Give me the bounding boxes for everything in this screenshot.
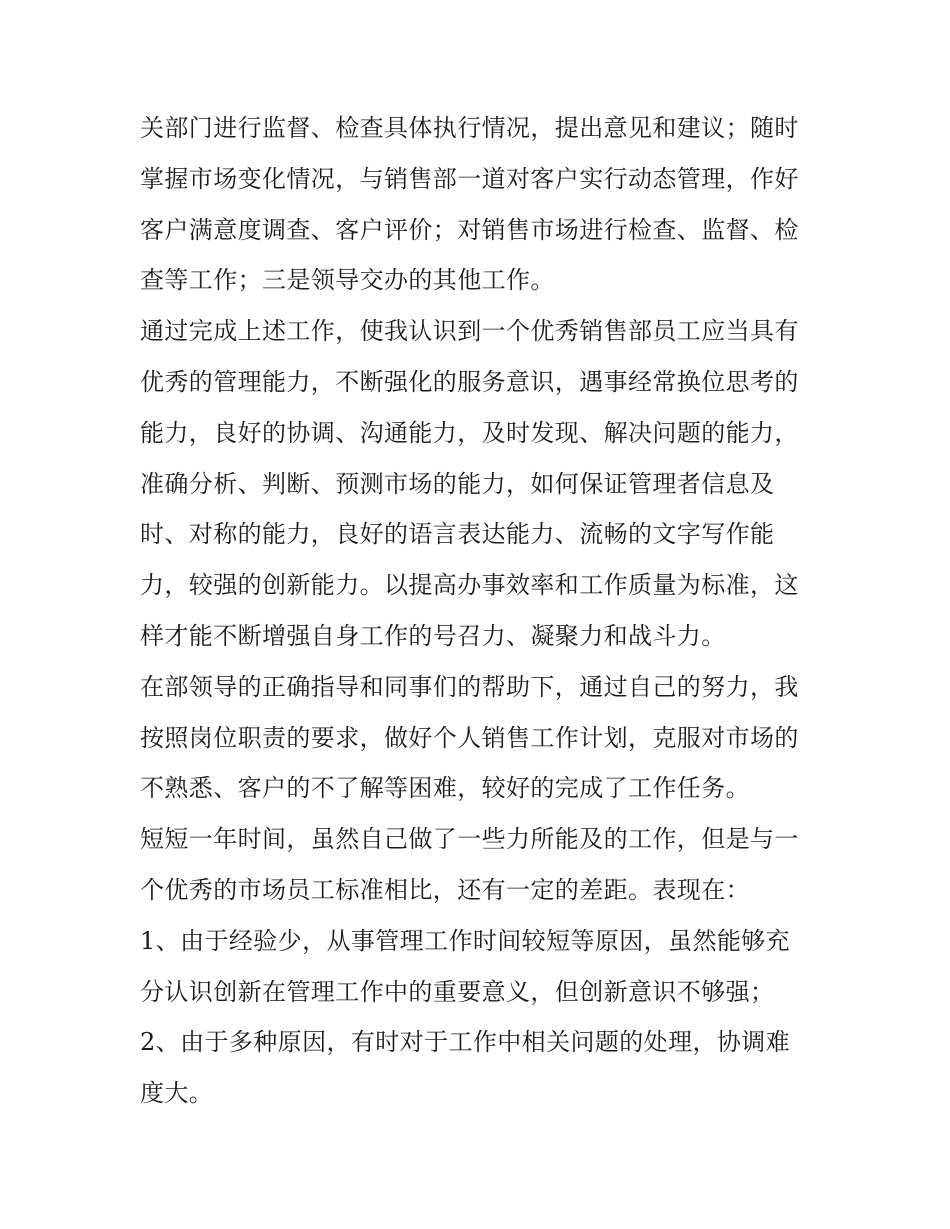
paragraph-shortcomings-intro	[140, 814, 820, 916]
text-line: 客户满意度调查、客户评价；对销售市场进行检查、监督、检	[140, 215, 799, 244]
paragraph-duties	[140, 103, 820, 306]
text-line: 1、由于经验少，从事管理工作时间较短等原因，虽然能够充	[140, 926, 791, 955]
text-line: 查等工作；三是领导交办的其他工作。	[140, 266, 555, 295]
text-line: 不熟悉、客户的不了解等困难，较好的完成了工作任务。	[140, 774, 750, 803]
text-line: 度大。	[140, 1079, 214, 1108]
text-line: 样才能不断增强自身工作的号召力、凝聚力和战斗力。	[140, 621, 726, 650]
text-line: 关部门进行监督、检查具体执行情况，提出意见和建议；随时	[140, 114, 799, 142]
text-line: 准确分析、判断、预测市场的能力，如何保证管理者信息及	[140, 469, 775, 498]
text-line: 优秀的管理能力，不断强化的服务意识，遇事经常换位思考的	[140, 367, 799, 396]
list-item-shortcoming-2	[140, 1017, 820, 1119]
document-body	[140, 103, 820, 1119]
list-item-shortcoming-1	[140, 916, 820, 1018]
text-line: 力，较强的创新能力。以提高办事效率和工作质量为标准，这	[140, 571, 799, 600]
paragraph-achievements	[140, 662, 820, 814]
text-line: 掌握市场变化情况，与销售部一道对客户实行动态管理，作好	[140, 164, 799, 193]
text-line: 分认识创新在管理工作中的重要意义，但创新意识不够强；	[140, 977, 775, 1006]
text-line: 短短一年时间，虽然自己做了一些力所能及的工作，但是与一	[140, 825, 799, 854]
text-line: 能力，良好的协调、沟通能力，及时发现、解决问题的能力，	[140, 418, 799, 447]
text-line: 按照岗位职责的要求，做好个人销售工作计划，克服对市场的	[140, 723, 799, 752]
text-line: 2、由于多种原因，有时对于工作中相关问题的处理，协调难	[140, 1028, 791, 1057]
paragraph-abilities	[140, 306, 820, 662]
text-line: 通过完成上述工作，使我认识到一个优秀销售部员工应当具有	[140, 317, 799, 346]
text-line: 个优秀的市场员工标准相比，还有一定的差距。表现在：	[140, 875, 750, 904]
text-line: 时、对称的能力，良好的语言表达能力、流畅的文字写作能	[140, 520, 775, 549]
text-line: 在部领导的正确指导和同事们的帮助下，通过自己的努力，我	[140, 672, 799, 701]
